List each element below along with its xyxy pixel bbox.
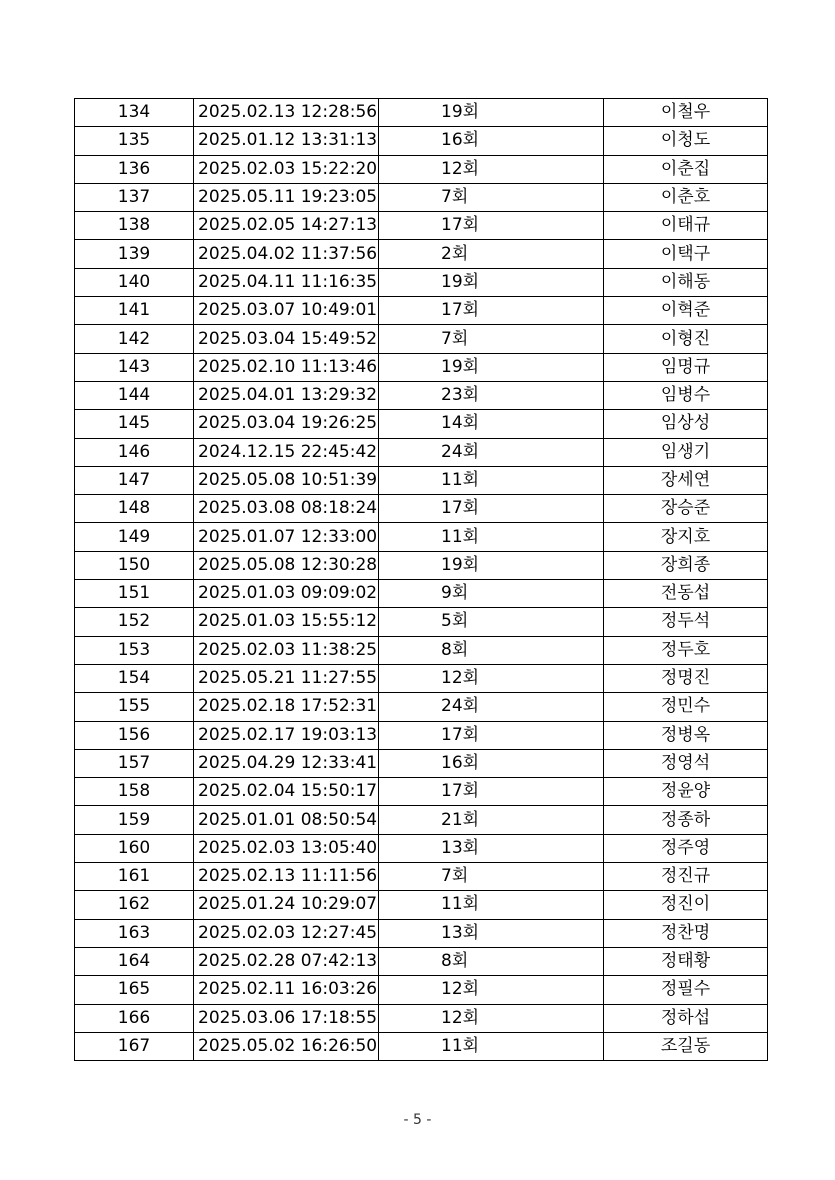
cell-count: 16회	[379, 127, 604, 155]
cell-count: 7회	[379, 863, 604, 891]
table-row	[75, 353, 768, 381]
cell-name: 정주영	[604, 834, 768, 862]
cell-name: 정두석	[604, 608, 768, 636]
table-body	[75, 99, 768, 1061]
cell-datetime: 2025.01.12 13:31:13	[194, 127, 379, 155]
cell-name: 이청도	[604, 127, 768, 155]
cell-name: 정태황	[604, 947, 768, 975]
cell-datetime: 2025.02.28 07:42:13	[194, 947, 379, 975]
table-row	[75, 212, 768, 240]
cell-datetime: 2025.05.02 16:26:50	[194, 1032, 379, 1060]
cell-number: 162	[75, 891, 194, 919]
cell-count: 14회	[379, 410, 604, 438]
cell-datetime: 2025.02.10 11:13:46	[194, 353, 379, 381]
cell-count: 24회	[379, 438, 604, 466]
cell-count: 12회	[379, 1004, 604, 1032]
cell-number: 163	[75, 919, 194, 947]
table-row	[75, 268, 768, 296]
cell-name: 조길동	[604, 1032, 768, 1060]
cell-name: 정진이	[604, 891, 768, 919]
table-row	[75, 495, 768, 523]
cell-number: 143	[75, 353, 194, 381]
participant-table	[74, 98, 768, 1061]
cell-number: 145	[75, 410, 194, 438]
cell-number: 137	[75, 183, 194, 211]
table-row	[75, 608, 768, 636]
cell-name: 이형진	[604, 325, 768, 353]
cell-name: 장승준	[604, 495, 768, 523]
cell-datetime: 2025.02.03 12:27:45	[194, 919, 379, 947]
table-row	[75, 1032, 768, 1060]
cell-datetime: 2025.05.08 10:51:39	[194, 466, 379, 494]
cell-datetime: 2025.02.17 19:03:13	[194, 721, 379, 749]
table-row	[75, 381, 768, 409]
cell-datetime: 2025.04.02 11:37:56	[194, 240, 379, 268]
cell-count: 21회	[379, 806, 604, 834]
table-row	[75, 664, 768, 692]
cell-number: 141	[75, 297, 194, 325]
cell-name: 정필수	[604, 976, 768, 1004]
cell-datetime: 2025.02.11 16:03:26	[194, 976, 379, 1004]
cell-number: 153	[75, 636, 194, 664]
cell-count: 12회	[379, 155, 604, 183]
table-row	[75, 834, 768, 862]
cell-number: 148	[75, 495, 194, 523]
cell-datetime: 2025.02.13 11:11:56	[194, 863, 379, 891]
cell-datetime: 2025.04.11 11:16:35	[194, 268, 379, 296]
cell-name: 이춘집	[604, 155, 768, 183]
cell-count: 19회	[379, 551, 604, 579]
cell-name: 정진규	[604, 863, 768, 891]
table-row	[75, 721, 768, 749]
cell-name: 장세연	[604, 466, 768, 494]
cell-number: 138	[75, 212, 194, 240]
table-row	[75, 183, 768, 211]
cell-datetime: 2025.04.29 12:33:41	[194, 749, 379, 777]
cell-count: 5회	[379, 608, 604, 636]
cell-number: 167	[75, 1032, 194, 1060]
cell-count: 7회	[379, 325, 604, 353]
cell-number: 164	[75, 947, 194, 975]
cell-datetime: 2025.05.11 19:23:05	[194, 183, 379, 211]
cell-datetime: 2025.04.01 13:29:32	[194, 381, 379, 409]
cell-count: 11회	[379, 891, 604, 919]
cell-name: 장지호	[604, 523, 768, 551]
cell-name: 정하섭	[604, 1004, 768, 1032]
cell-number: 157	[75, 749, 194, 777]
cell-count: 13회	[379, 834, 604, 862]
cell-name: 이해동	[604, 268, 768, 296]
cell-count: 17회	[379, 495, 604, 523]
cell-count: 24회	[379, 693, 604, 721]
cell-number: 166	[75, 1004, 194, 1032]
table-row	[75, 155, 768, 183]
table-row	[75, 749, 768, 777]
cell-count: 13회	[379, 919, 604, 947]
cell-count: 17회	[379, 297, 604, 325]
cell-datetime: 2025.03.07 10:49:01	[194, 297, 379, 325]
cell-datetime: 2025.03.04 15:49:52	[194, 325, 379, 353]
cell-count: 11회	[379, 466, 604, 494]
cell-number: 147	[75, 466, 194, 494]
cell-name: 이철우	[604, 99, 768, 127]
cell-count: 19회	[379, 353, 604, 381]
table-row	[75, 947, 768, 975]
table-row	[75, 1004, 768, 1032]
cell-name: 정윤양	[604, 778, 768, 806]
cell-number: 151	[75, 580, 194, 608]
table-row	[75, 891, 768, 919]
table-row	[75, 863, 768, 891]
cell-count: 8회	[379, 947, 604, 975]
table-row	[75, 325, 768, 353]
cell-datetime: 2024.12.15 22:45:42	[194, 438, 379, 466]
cell-name: 전동섭	[604, 580, 768, 608]
cell-count: 17회	[379, 212, 604, 240]
cell-datetime: 2025.02.03 15:22:20	[194, 155, 379, 183]
table-row	[75, 410, 768, 438]
cell-number: 140	[75, 268, 194, 296]
cell-name: 장희종	[604, 551, 768, 579]
cell-datetime: 2025.03.06 17:18:55	[194, 1004, 379, 1032]
cell-number: 136	[75, 155, 194, 183]
cell-datetime: 2025.01.03 09:09:02	[194, 580, 379, 608]
cell-number: 149	[75, 523, 194, 551]
page-number: - 5 -	[403, 1112, 432, 1128]
cell-number: 135	[75, 127, 194, 155]
cell-number: 159	[75, 806, 194, 834]
cell-count: 12회	[379, 976, 604, 1004]
cell-name: 임상성	[604, 410, 768, 438]
table-row	[75, 778, 768, 806]
table-row	[75, 693, 768, 721]
cell-name: 정찬명	[604, 919, 768, 947]
cell-datetime: 2025.05.21 11:27:55	[194, 664, 379, 692]
cell-datetime: 2025.03.08 08:18:24	[194, 495, 379, 523]
cell-number: 150	[75, 551, 194, 579]
cell-count: 8회	[379, 636, 604, 664]
cell-count: 17회	[379, 721, 604, 749]
cell-number: 161	[75, 863, 194, 891]
cell-datetime: 2025.03.04 19:26:25	[194, 410, 379, 438]
cell-datetime: 2025.01.01 08:50:54	[194, 806, 379, 834]
cell-name: 정명진	[604, 664, 768, 692]
table-row	[75, 806, 768, 834]
cell-datetime: 2025.01.03 15:55:12	[194, 608, 379, 636]
cell-count: 11회	[379, 1032, 604, 1060]
table-row	[75, 976, 768, 1004]
cell-datetime: 2025.02.18 17:52:31	[194, 693, 379, 721]
cell-datetime: 2025.01.07 12:33:00	[194, 523, 379, 551]
cell-name: 임명규	[604, 353, 768, 381]
table-row	[75, 240, 768, 268]
cell-name: 이춘호	[604, 183, 768, 211]
cell-name: 정민수	[604, 693, 768, 721]
cell-name: 이혁준	[604, 297, 768, 325]
cell-number: 165	[75, 976, 194, 1004]
cell-datetime: 2025.02.13 12:28:56	[194, 99, 379, 127]
cell-number: 160	[75, 834, 194, 862]
cell-name: 정종하	[604, 806, 768, 834]
cell-name: 이태규	[604, 212, 768, 240]
cell-count: 16회	[379, 749, 604, 777]
cell-count: 2회	[379, 240, 604, 268]
cell-number: 158	[75, 778, 194, 806]
cell-count: 19회	[379, 99, 604, 127]
cell-count: 17회	[379, 778, 604, 806]
cell-name: 임병수	[604, 381, 768, 409]
table-row	[75, 551, 768, 579]
cell-number: 134	[75, 99, 194, 127]
table-row	[75, 438, 768, 466]
cell-datetime: 2025.01.24 10:29:07	[194, 891, 379, 919]
cell-count: 7회	[379, 183, 604, 211]
cell-number: 139	[75, 240, 194, 268]
cell-name: 정두호	[604, 636, 768, 664]
cell-count: 23회	[379, 381, 604, 409]
table-row	[75, 466, 768, 494]
cell-number: 146	[75, 438, 194, 466]
cell-count: 12회	[379, 664, 604, 692]
cell-datetime: 2025.02.03 11:38:25	[194, 636, 379, 664]
cell-name: 이택구	[604, 240, 768, 268]
cell-name: 임생기	[604, 438, 768, 466]
cell-datetime: 2025.02.04 15:50:17	[194, 778, 379, 806]
table-row	[75, 523, 768, 551]
cell-number: 144	[75, 381, 194, 409]
table-row	[75, 127, 768, 155]
cell-name: 정영석	[604, 749, 768, 777]
cell-count: 19회	[379, 268, 604, 296]
cell-count: 11회	[379, 523, 604, 551]
cell-datetime: 2025.02.03 13:05:40	[194, 834, 379, 862]
table-row	[75, 99, 768, 127]
cell-datetime: 2025.02.05 14:27:13	[194, 212, 379, 240]
cell-number: 142	[75, 325, 194, 353]
cell-count: 9회	[379, 580, 604, 608]
cell-number: 154	[75, 664, 194, 692]
table-row	[75, 297, 768, 325]
cell-datetime: 2025.05.08 12:30:28	[194, 551, 379, 579]
cell-number: 152	[75, 608, 194, 636]
table-row	[75, 919, 768, 947]
cell-name: 정병옥	[604, 721, 768, 749]
cell-number: 156	[75, 721, 194, 749]
table-row	[75, 580, 768, 608]
cell-number: 155	[75, 693, 194, 721]
table-row	[75, 636, 768, 664]
